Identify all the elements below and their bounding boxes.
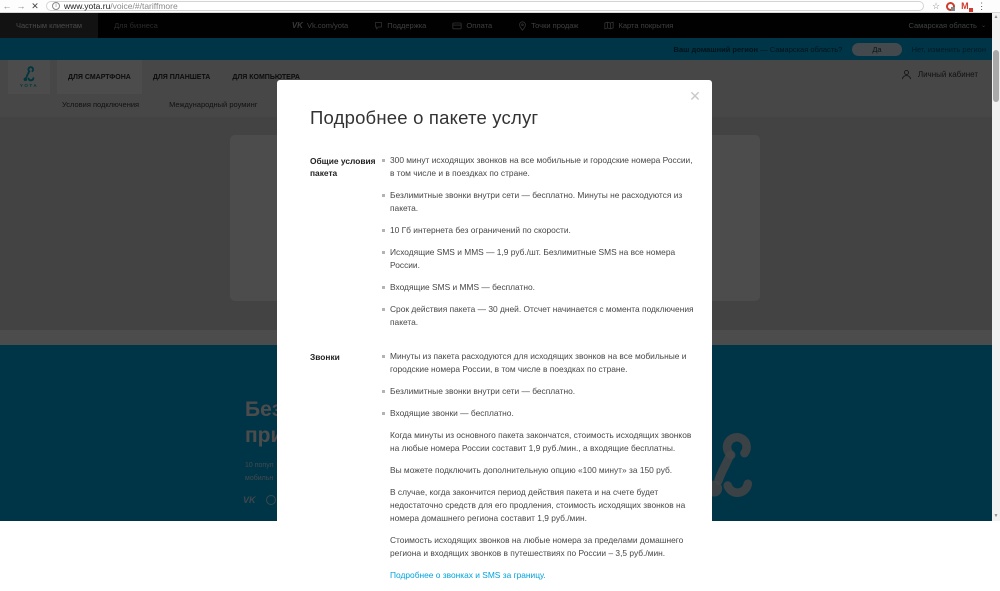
- stop-icon[interactable]: ✕: [31, 1, 39, 11]
- page-scrollbar[interactable]: [992, 13, 1000, 521]
- section-calls: [310, 350, 694, 591]
- paragraph-item: Вы можете подключить дополнительную опцию «100 минут» за 150 руб.: [390, 465, 673, 475]
- bullet-item: Входящие SMS и MMS — бесплатно.: [382, 281, 694, 294]
- scrollbar-down-icon[interactable]: ▼: [993, 513, 999, 519]
- modal-title: Подробнее о пакете услуг: [310, 107, 539, 128]
- bullet-item: Входящие звонки — бесплатно.: [382, 407, 694, 420]
- package-details-modal: [277, 80, 712, 580]
- close-icon[interactable]: ✕: [689, 88, 701, 104]
- extension-icon-1[interactable]: [946, 2, 955, 11]
- forward-icon[interactable]: →: [16, 1, 26, 11]
- bullet-item: Безлимитные звонки внутри сети — бесплатно.: [382, 385, 694, 398]
- bullet-item: Безлимитные звонки внутри сети — бесплатно. Минуты не расходуются из пакета.: [382, 189, 694, 215]
- back-icon[interactable]: ←: [2, 1, 12, 11]
- web-page: [0, 13, 1000, 580]
- bullet-item: Исходящие SMS и MMS — 1,9 руб./шт. Безлимитные SMS на все номера России.: [382, 246, 694, 272]
- bullet-item: 10 Гб интернета без ограничений по скорости.: [382, 224, 694, 237]
- bullet-item: Срок действия пакета — 30 дней. Отсчет начинается с момента подключения пакета.: [382, 303, 694, 329]
- paragraph-item: Когда минуты из основного пакета закончатся, стоимость исходящих звонков на любые номера России составит 1,9 руб./мин., а входящие бесплатны.: [390, 430, 692, 453]
- bullet-item: Минуты из пакета расходуются для исходящих звонков на все мобильные и городские номера России, в том числе в поездках по стране.: [382, 350, 694, 376]
- extension-icon-2[interactable]: [961, 2, 971, 11]
- page-info-icon[interactable]: i: [52, 2, 60, 10]
- browser-menu-icon[interactable]: ⋮: [977, 0, 987, 11]
- scrollbar-up-icon[interactable]: ▲: [993, 14, 999, 20]
- paragraph-item: Стоимость исходящих звонков на любые номера за пределами домашнего региона и входящих звонков в путешествиях по России – 3,5 руб./мин.: [390, 535, 684, 558]
- url-path: /voice/#/tariffmore: [110, 1, 178, 11]
- address-bar[interactable]: [46, 1, 924, 11]
- browser-chrome: [0, 0, 1000, 13]
- abroad-details-link[interactable]: Подробнее о звонках и SMS за границу.: [390, 570, 546, 580]
- bookmark-star-icon[interactable]: ☆: [932, 0, 941, 11]
- url-host: www.yota.ru: [64, 1, 111, 11]
- section-label: Общие условия пакета: [310, 156, 376, 178]
- section-general-terms: [310, 154, 694, 338]
- paragraph-item: В случае, когда закончится период действия пакета и на счете будет недостаточно средств для его продления, стоимость исходящих звонков на номера домашнего региона составит 1,9 руб./мин.: [390, 487, 686, 523]
- bullet-item: 300 минут исходящих звонков на все мобильные и городские номера России, в том числе и в поездках по стране.: [382, 154, 694, 180]
- scrollbar-thumb[interactable]: [993, 50, 999, 102]
- section-label: Звонки: [310, 352, 340, 362]
